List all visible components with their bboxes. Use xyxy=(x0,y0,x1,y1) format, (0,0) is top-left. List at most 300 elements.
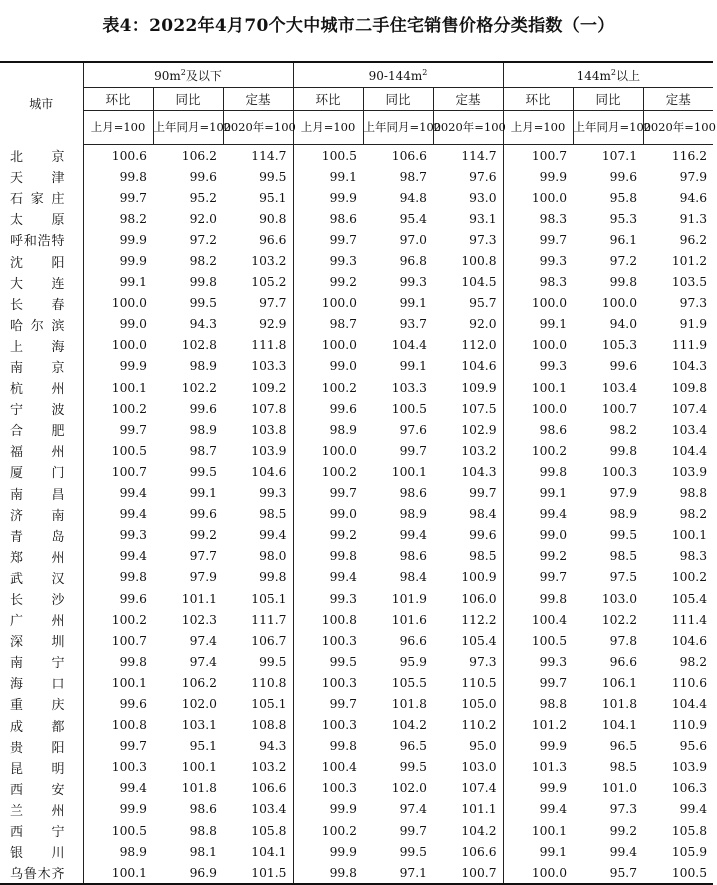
index-value: 107.1 xyxy=(601,148,638,163)
index-value: 98.9 xyxy=(189,422,217,437)
index-value: 99.4 xyxy=(119,549,147,564)
index-value: 95.9 xyxy=(399,654,427,669)
sub-header-2-2: 同比 xyxy=(363,88,433,111)
base-header-1-3: 2020年=100 xyxy=(223,111,293,145)
index-value: 99.4 xyxy=(119,486,147,501)
city-name: 合肥 xyxy=(0,419,83,440)
index-value: 98.2 xyxy=(679,654,708,669)
table-row xyxy=(0,609,713,630)
index-value: 99.8 xyxy=(609,443,638,458)
index-value: 106.6 xyxy=(391,148,427,163)
index-value: 99.7 xyxy=(329,232,357,247)
base-header-2-1: 上月=100 xyxy=(293,111,363,145)
index-value: 110.8 xyxy=(223,672,293,693)
table-row xyxy=(0,145,713,167)
index-value: 96.1 xyxy=(609,232,638,247)
table-row xyxy=(0,630,713,651)
table-row xyxy=(0,525,713,546)
index-value: 104.5 xyxy=(433,272,503,293)
index-value: 100.1 xyxy=(181,760,217,775)
index-value: 98.9 xyxy=(609,507,638,522)
base-header-3-2: 上年同月=100 xyxy=(573,111,643,145)
table-row xyxy=(0,736,713,757)
index-value: 101.0 xyxy=(601,781,638,796)
index-value: 101.9 xyxy=(391,591,427,606)
table-row xyxy=(0,314,713,335)
index-value: 109.9 xyxy=(433,377,503,398)
index-value: 99.8 xyxy=(223,567,293,588)
table-row xyxy=(0,820,713,841)
index-value: 103.2 xyxy=(223,757,293,778)
index-value: 106.6 xyxy=(223,778,293,799)
index-value: 97.9 xyxy=(609,486,638,501)
index-value: 94.0 xyxy=(609,317,638,332)
city-name: 银川 xyxy=(0,841,83,862)
index-value: 99.8 xyxy=(609,275,638,290)
index-value: 99.4 xyxy=(223,525,293,546)
index-value: 100.5 xyxy=(111,823,147,838)
index-value: 99.2 xyxy=(329,275,357,290)
index-value: 106.2 xyxy=(181,675,217,690)
index-value: 103.4 xyxy=(601,380,638,395)
index-value: 97.3 xyxy=(679,296,708,311)
base-header-3-1: 上月=100 xyxy=(503,111,573,145)
index-value: 97.8 xyxy=(609,633,638,648)
index-value: 96.8 xyxy=(399,254,427,269)
index-value: 102.9 xyxy=(433,419,503,440)
index-value: 98.6 xyxy=(329,211,357,226)
index-value: 97.4 xyxy=(399,802,427,817)
index-value: 100.3 xyxy=(321,675,357,690)
index-value: 98.4 xyxy=(399,570,427,585)
index-value: 100.1 xyxy=(531,823,568,838)
index-value: 99.7 xyxy=(539,232,568,247)
table-row xyxy=(0,335,713,356)
index-value: 96.6 xyxy=(223,229,293,250)
index-value: 99.1 xyxy=(539,317,568,332)
index-value: 98.6 xyxy=(539,422,568,437)
index-value: 98.6 xyxy=(399,549,427,564)
index-value: 103.3 xyxy=(391,380,427,395)
index-value: 112.2 xyxy=(433,609,503,630)
table-row xyxy=(0,440,713,461)
table-row xyxy=(0,672,713,693)
index-value: 100.1 xyxy=(531,380,568,395)
index-value: 100.3 xyxy=(321,718,357,733)
sub-header-3-2: 同比 xyxy=(573,88,643,111)
index-value: 99.7 xyxy=(399,823,427,838)
city-name: 北京 xyxy=(0,145,83,167)
city-name: 杭州 xyxy=(0,377,83,398)
city-name: 西安 xyxy=(0,778,83,799)
index-value: 99.0 xyxy=(119,317,147,332)
index-value: 96.5 xyxy=(609,739,638,754)
index-value: 99.5 xyxy=(399,844,427,859)
index-value: 99.2 xyxy=(609,823,638,838)
index-value: 98.6 xyxy=(399,486,427,501)
index-value: 104.4 xyxy=(671,443,708,458)
index-value: 106.0 xyxy=(433,588,503,609)
index-value: 100.8 xyxy=(433,250,503,271)
city-name: 宁波 xyxy=(0,398,83,419)
index-value: 111.9 xyxy=(671,338,708,353)
index-value: 98.6 xyxy=(189,802,217,817)
index-value: 98.7 xyxy=(189,443,217,458)
index-value: 97.3 xyxy=(433,229,503,250)
index-value: 105.4 xyxy=(433,630,503,651)
city-name: 兰州 xyxy=(0,799,83,820)
table-row xyxy=(0,272,713,293)
index-value: 103.4 xyxy=(671,422,708,437)
table-row xyxy=(0,757,713,778)
city-name: 大连 xyxy=(0,272,83,293)
city-name: 乌鲁木齐 xyxy=(0,862,83,884)
index-value: 99.7 xyxy=(433,483,503,504)
index-value: 98.4 xyxy=(433,504,503,525)
index-value: 100.2 xyxy=(531,443,568,458)
index-value: 99.7 xyxy=(119,739,147,754)
index-value: 99.3 xyxy=(223,483,293,504)
table-row xyxy=(0,461,713,482)
index-value: 105.0 xyxy=(433,693,503,714)
index-value: 100.0 xyxy=(531,401,568,416)
index-value: 99.8 xyxy=(539,464,568,479)
table-row xyxy=(0,862,713,884)
index-value: 99.2 xyxy=(329,528,357,543)
index-value: 100.6 xyxy=(111,148,147,163)
index-value: 102.2 xyxy=(181,380,217,395)
index-value: 99.6 xyxy=(609,169,638,184)
index-value: 98.2 xyxy=(679,507,708,522)
index-value: 98.2 xyxy=(119,211,147,226)
city-name: 广州 xyxy=(0,609,83,630)
index-value: 100.0 xyxy=(601,296,638,311)
index-value: 99.6 xyxy=(189,169,217,184)
city-name: 重庆 xyxy=(0,693,83,714)
index-value: 105.8 xyxy=(223,820,293,841)
index-value: 97.2 xyxy=(609,254,638,269)
index-value: 99.1 xyxy=(399,296,427,311)
index-value: 99.2 xyxy=(189,528,217,543)
index-value: 99.5 xyxy=(399,760,427,775)
index-value: 99.6 xyxy=(119,591,147,606)
index-value: 104.2 xyxy=(433,820,503,841)
index-value: 100.8 xyxy=(321,612,357,627)
index-value: 98.7 xyxy=(329,317,357,332)
index-value: 95.1 xyxy=(223,187,293,208)
index-value: 100.1 xyxy=(671,528,708,543)
index-value: 97.9 xyxy=(679,169,708,184)
city-name: 呼和浩特 xyxy=(0,229,83,250)
index-value: 99.0 xyxy=(329,507,357,522)
index-value: 99.7 xyxy=(119,190,147,205)
index-value: 99.1 xyxy=(399,359,427,374)
table-row xyxy=(0,419,713,440)
index-value: 100.1 xyxy=(111,675,147,690)
index-value: 104.1 xyxy=(223,841,293,862)
index-value: 93.7 xyxy=(399,317,427,332)
index-value: 100.0 xyxy=(111,338,147,353)
index-value: 95.3 xyxy=(609,211,638,226)
index-value: 99.7 xyxy=(399,443,427,458)
index-value: 100.7 xyxy=(433,862,503,884)
index-value: 97.0 xyxy=(399,232,427,247)
index-value: 100.3 xyxy=(111,760,147,775)
city-name: 石家庄 xyxy=(0,187,83,208)
index-value: 114.7 xyxy=(433,145,503,167)
city-name: 昆明 xyxy=(0,757,83,778)
index-value: 103.0 xyxy=(601,591,638,606)
index-value: 104.6 xyxy=(433,356,503,377)
index-value: 98.5 xyxy=(433,546,503,567)
table-row xyxy=(0,356,713,377)
table-row xyxy=(0,588,713,609)
group-header-90-144: $90-144m^2$ xyxy=(293,62,503,88)
index-value: 104.6 xyxy=(223,461,293,482)
sub-header-1-3: 定基 xyxy=(223,88,293,111)
index-value: 98.1 xyxy=(189,844,217,859)
index-value: 98.3 xyxy=(679,549,708,564)
index-value: 99.5 xyxy=(223,651,293,672)
index-value: 99.7 xyxy=(329,486,357,501)
price-index-table xyxy=(0,61,716,885)
index-value: 98.5 xyxy=(609,549,638,564)
sub-header-1-2: 同比 xyxy=(153,88,223,111)
table-row xyxy=(0,546,713,567)
index-value: 99.3 xyxy=(119,528,147,543)
group-header-over-144: $144m^2$以上 xyxy=(503,62,713,88)
index-value: 97.4 xyxy=(189,654,217,669)
index-value: 95.2 xyxy=(189,190,217,205)
index-value: 104.4 xyxy=(391,338,427,353)
index-value: 107.8 xyxy=(223,398,293,419)
index-value: 100.7 xyxy=(601,401,638,416)
index-value: 92.0 xyxy=(433,314,503,335)
index-value: 103.5 xyxy=(671,275,708,290)
index-value: 103.2 xyxy=(223,250,293,271)
city-name: 长春 xyxy=(0,293,83,314)
index-value: 99.8 xyxy=(329,739,357,754)
city-name: 长沙 xyxy=(0,588,83,609)
index-value: 97.1 xyxy=(363,862,433,884)
table-row xyxy=(0,693,713,714)
index-value: 99.1 xyxy=(329,169,357,184)
index-value: 99.6 xyxy=(119,696,147,711)
index-value: 98.9 xyxy=(119,844,147,859)
page-title: 表4：2022年4月70个大中城市二手住宅销售价格分类指数（一） xyxy=(102,16,615,36)
index-value: 99.9 xyxy=(119,359,147,374)
index-value: 96.2 xyxy=(679,232,708,247)
index-value: 103.9 xyxy=(671,464,708,479)
table-row xyxy=(0,567,713,588)
index-value: 106.3 xyxy=(671,781,708,796)
index-value: 111.7 xyxy=(223,609,293,630)
base-header-1-1: 上月=100 xyxy=(83,111,153,145)
index-value: 104.1 xyxy=(601,718,638,733)
index-value: 99.1 xyxy=(539,844,568,859)
group-header-under-90: $90m^2$及以下 xyxy=(83,62,293,88)
index-value: 99.7 xyxy=(119,422,147,437)
index-value: 103.9 xyxy=(223,440,293,461)
index-value: 112.0 xyxy=(433,335,503,356)
index-value: 110.5 xyxy=(433,672,503,693)
city-name: 成都 xyxy=(0,715,83,736)
index-value: 95.6 xyxy=(679,739,708,754)
index-value: 99.4 xyxy=(119,507,147,522)
city-name: 厦门 xyxy=(0,461,83,482)
index-value: 99.4 xyxy=(609,844,638,859)
index-value: 99.4 xyxy=(539,802,568,817)
index-value: 99.9 xyxy=(329,190,357,205)
index-value: 99.9 xyxy=(329,844,357,859)
city-name: 天津 xyxy=(0,166,83,187)
index-value: 101.2 xyxy=(531,718,568,733)
index-value: 95.0 xyxy=(433,736,503,757)
index-value: 111.4 xyxy=(671,612,708,627)
index-value: 103.8 xyxy=(223,419,293,440)
index-value: 99.6 xyxy=(189,401,217,416)
table-row xyxy=(0,377,713,398)
index-value: 97.2 xyxy=(189,232,217,247)
index-value: 95.4 xyxy=(399,211,427,226)
city-column-header: 城市 xyxy=(0,62,83,145)
index-value: 101.1 xyxy=(181,591,217,606)
index-value: 100.7 xyxy=(111,464,147,479)
city-name: 南宁 xyxy=(0,651,83,672)
index-value: 97.3 xyxy=(609,802,638,817)
index-value: 96.5 xyxy=(399,739,427,754)
city-name: 沈阳 xyxy=(0,250,83,271)
index-value: 97.9 xyxy=(189,570,217,585)
index-value: 100.9 xyxy=(433,567,503,588)
index-value: 98.2 xyxy=(189,254,217,269)
index-value: 100.2 xyxy=(671,570,708,585)
index-value: 98.0 xyxy=(223,546,293,567)
table-row xyxy=(0,293,713,314)
index-value: 93.0 xyxy=(433,187,503,208)
index-value: 100.0 xyxy=(321,296,357,311)
index-value: 102.0 xyxy=(391,781,427,796)
index-value: 93.1 xyxy=(433,208,503,229)
index-value: 103.9 xyxy=(671,760,708,775)
index-value: 99.0 xyxy=(329,359,357,374)
table-row xyxy=(0,651,713,672)
index-value: 99.9 xyxy=(119,232,147,247)
index-value: 100.3 xyxy=(321,781,357,796)
index-value: 91.3 xyxy=(679,211,708,226)
index-value: 99.3 xyxy=(329,591,357,606)
index-value: 100.2 xyxy=(111,612,147,627)
index-value: 107.5 xyxy=(433,398,503,419)
index-value: 97.7 xyxy=(223,293,293,314)
index-value: 98.2 xyxy=(609,422,638,437)
table-row xyxy=(0,841,713,862)
index-value: 107.4 xyxy=(671,401,708,416)
city-name: 海口 xyxy=(0,672,83,693)
index-value: 100.5 xyxy=(391,401,427,416)
city-name: 哈尔滨 xyxy=(0,314,83,335)
index-value: 98.5 xyxy=(223,504,293,525)
index-value: 99.1 xyxy=(119,275,147,290)
index-value: 100.4 xyxy=(321,760,357,775)
city-name: 西宁 xyxy=(0,820,83,841)
index-value: 102.3 xyxy=(181,612,217,627)
index-value: 100.2 xyxy=(321,380,357,395)
index-value: 97.7 xyxy=(189,549,217,564)
city-name: 上海 xyxy=(0,335,83,356)
index-value: 103.3 xyxy=(223,356,293,377)
index-value: 100.5 xyxy=(111,443,147,458)
index-value: 97.6 xyxy=(433,166,503,187)
index-value: 99.9 xyxy=(119,254,147,269)
index-value: 99.4 xyxy=(329,570,357,585)
index-value: 103.4 xyxy=(223,799,293,820)
index-value: 99.4 xyxy=(539,507,568,522)
index-value: 96.6 xyxy=(399,633,427,648)
sub-header-3-3: 定基 xyxy=(643,88,713,111)
index-value: 104.6 xyxy=(671,633,708,648)
table-row xyxy=(0,715,713,736)
index-value: 99.9 xyxy=(329,802,357,817)
index-value: 100.0 xyxy=(321,443,357,458)
index-value: 92.0 xyxy=(189,211,217,226)
index-value: 101.3 xyxy=(531,760,568,775)
index-value: 99.9 xyxy=(119,802,147,817)
index-value: 99.3 xyxy=(399,275,427,290)
index-value: 105.4 xyxy=(671,591,708,606)
index-value: 102.0 xyxy=(181,696,217,711)
index-value: 100.0 xyxy=(531,190,568,205)
index-value: 98.3 xyxy=(539,275,568,290)
index-value: 99.6 xyxy=(433,525,503,546)
index-value: 105.5 xyxy=(391,675,427,690)
base-header-2-2: 上年同月=100 xyxy=(363,111,433,145)
index-value: 103.1 xyxy=(181,718,217,733)
city-name: 青岛 xyxy=(0,525,83,546)
index-value: 103.0 xyxy=(433,757,503,778)
index-value: 109.8 xyxy=(671,380,708,395)
index-value: 94.8 xyxy=(399,190,427,205)
index-value: 99.4 xyxy=(679,802,708,817)
index-value: 99.5 xyxy=(329,654,357,669)
index-value: 99.9 xyxy=(539,169,568,184)
city-name: 太原 xyxy=(0,208,83,229)
index-value: 99.3 xyxy=(329,254,357,269)
index-value: 99.5 xyxy=(223,166,293,187)
index-value: 99.1 xyxy=(189,486,217,501)
index-value: 95.7 xyxy=(573,862,643,884)
index-value: 106.7 xyxy=(223,630,293,651)
index-value: 95.1 xyxy=(189,739,217,754)
index-value: 100.0 xyxy=(503,862,573,884)
index-value: 99.6 xyxy=(329,401,357,416)
index-value: 99.3 xyxy=(539,654,568,669)
index-value: 94.6 xyxy=(679,190,708,205)
index-value: 98.9 xyxy=(329,422,357,437)
index-value: 101.8 xyxy=(391,696,427,711)
index-value: 100.2 xyxy=(321,823,357,838)
index-value: 91.9 xyxy=(679,317,708,332)
index-value: 106.1 xyxy=(601,675,638,690)
index-value: 98.8 xyxy=(539,696,568,711)
index-value: 98.3 xyxy=(539,211,568,226)
index-value: 97.3 xyxy=(433,651,503,672)
index-value: 101.1 xyxy=(433,799,503,820)
index-value: 99.3 xyxy=(539,254,568,269)
index-value: 99.4 xyxy=(119,781,147,796)
index-value: 97.4 xyxy=(189,633,217,648)
index-value: 105.1 xyxy=(223,693,293,714)
